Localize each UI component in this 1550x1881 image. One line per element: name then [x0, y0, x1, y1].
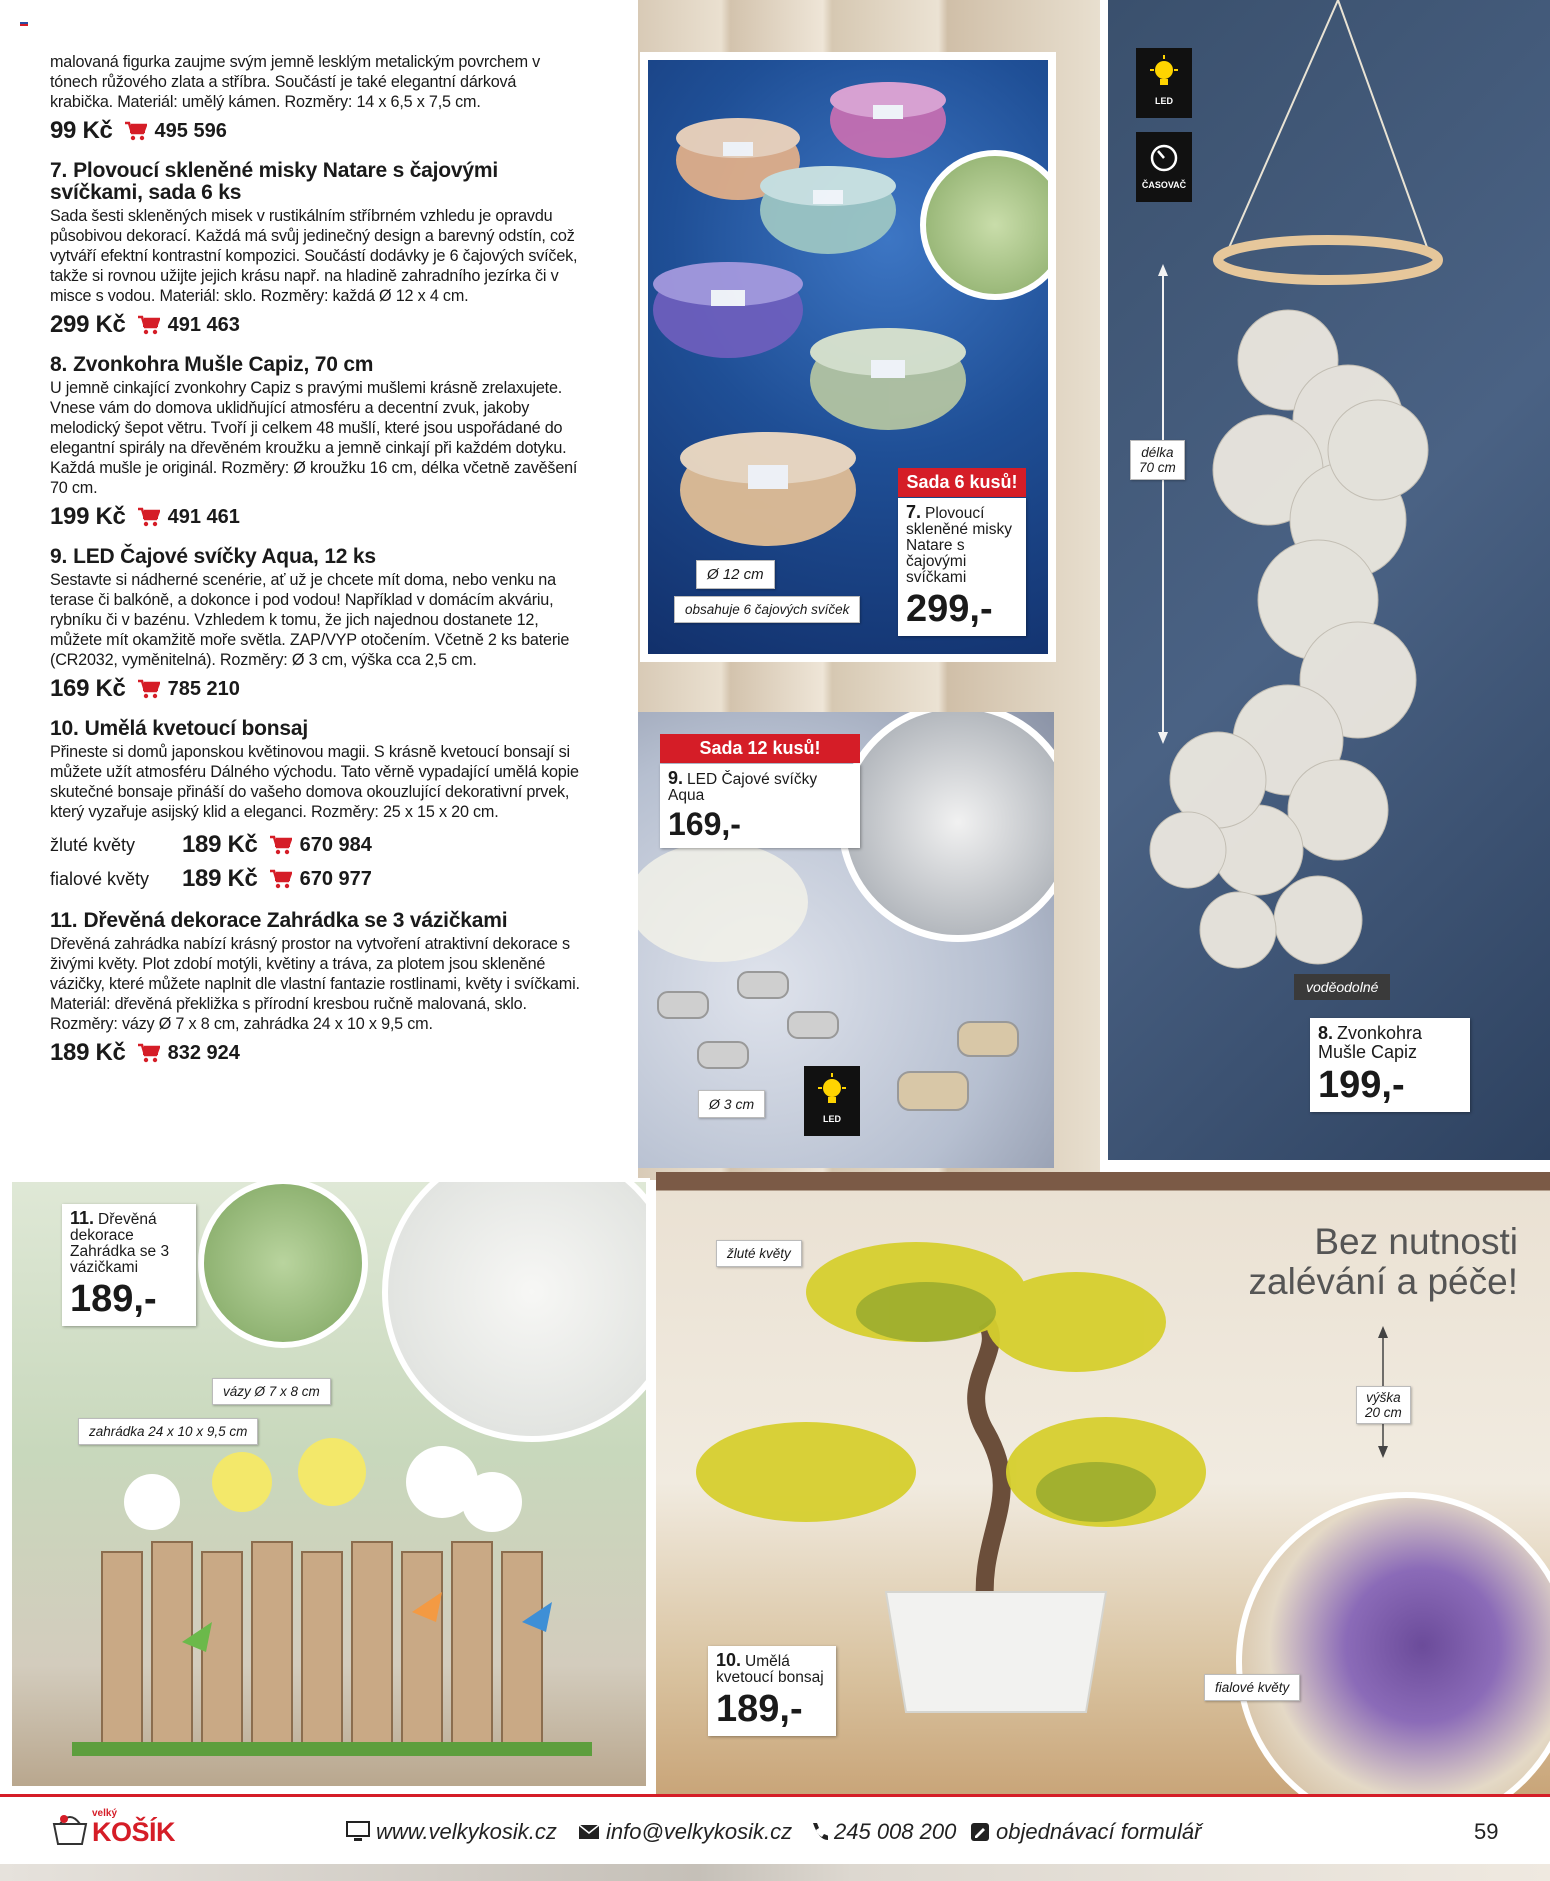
- candles-price-label: 9. LED Čajové svíčky Aqua 169,-: [660, 764, 860, 848]
- product-10-title: 10. Umělá kvetoucí bonsaj: [50, 717, 308, 740]
- flag-icon: [20, 20, 28, 26]
- vases-size-chip: vázy Ø 7 x 8 cm: [212, 1378, 331, 1405]
- product-11-code: 832 924: [167, 1041, 240, 1064]
- candles-set-tag: Sada 12 kusů!: [660, 734, 860, 763]
- yellow-flowers-chip: žluté květy: [716, 1240, 802, 1267]
- intro-price-row: [50, 116, 580, 146]
- violet-flowers-chip: fialové květy: [1204, 1674, 1300, 1701]
- cart-icon[interactable]: [270, 869, 292, 889]
- candles-photo: [638, 712, 1054, 1168]
- bowls-diameter-chip: Ø 12 cm: [696, 560, 775, 589]
- product-9-title: 9. LED Čajové svíčky Aqua, 12 ks: [50, 545, 376, 568]
- form-icon: [970, 1822, 990, 1842]
- phone-icon: [810, 1822, 828, 1842]
- product-7-price: 299 Kč: [50, 311, 126, 338]
- monitor-icon: [346, 1821, 370, 1843]
- chime-length-value: 70 cm: [1139, 460, 1176, 475]
- bowls-note-chip: obsahuje 6 čajových svíček: [674, 596, 860, 623]
- height-value: 20 cm: [1365, 1405, 1402, 1420]
- slogan-line-1: Bez nutnosti: [1314, 1221, 1518, 1262]
- intro-text: malovaná figurka zaujme svým jemně lesklým metalickým povrchem v tónech růžového zlata a stříbra. Součástí je také elegantní dárková krabička. Materiál: umělý kámen. Rozměry: 14 x 6,5 x 7,5 cm.: [50, 53, 541, 111]
- garden-label-name: Dřevěná dekorace Zahrádka se 3 vázičkami: [70, 1211, 170, 1276]
- chime-price-label: 8. Zvonkohra Mušle Capiz 199,-: [1310, 1018, 1470, 1112]
- bowls-photo: [640, 52, 1056, 662]
- product-11-title: 11. Dřevěná dekorace Zahrádka se 3 vázičkami: [50, 909, 508, 932]
- garden-size-chip: zahrádka 24 x 10 x 9,5 cm: [78, 1418, 258, 1445]
- bonsai-price-label: 10. Umělá kvetoucí bonsaj 189,-: [708, 1646, 836, 1736]
- chime-photo: [1102, 0, 1550, 1160]
- variant-price: 189 Kč: [182, 831, 258, 858]
- product-10: [50, 718, 580, 896]
- candles-diameter-chip: Ø 3 cm: [698, 1090, 765, 1118]
- product-11-desc: Dřevěná zahrádka nabízí krásný prostor na vytvoření atraktivní dekorace s živými květy. Plot zdobí motýli, květiny a tráva, za plotem jsou skleněné vázičky, které můžete naplnit dle vlastní fantazie rostlinami, květy i svíčkami. Materiál: dřevěná překližka s přírodní kresbou ručně malovaná, sklo. Rozměry: vázy Ø 7 x 8 cm, zahrádka 24 x 10 x 9,5 cm.: [50, 935, 580, 1033]
- height-chip: [1356, 1386, 1411, 1424]
- waterproof-chip: voděodolné: [1294, 974, 1390, 1000]
- bowls-label-name: Plovoucí skleněné misky Natare s čajovými svíčkami: [906, 505, 1012, 586]
- cart-icon[interactable]: [270, 835, 292, 855]
- phone-link[interactable]: 245 008 200: [810, 1819, 956, 1845]
- variant-price: 189 Kč: [182, 865, 258, 892]
- product-11-price: 189 Kč: [50, 1039, 126, 1066]
- product-8-code: 491 461: [167, 505, 240, 528]
- bonsai-label-price: 189,-: [716, 1688, 803, 1730]
- bowls-set-tag: Sada 6 kusů!: [898, 468, 1026, 497]
- candles-label-name: LED Čajové svíčky Aqua: [668, 771, 818, 804]
- product-7-title: 7. Plovoucí skleněné misky Natare s čajovými svíčkami, sada 6 ks: [50, 159, 498, 204]
- page-footer: [0, 1794, 1550, 1864]
- product-7-desc: Sada šesti skleněných misek v rustikálním stříbrném vzhledu je opravdu působivou dekorací. Každá má svůj jedinečný design a barevný odstín, což vytváří efektní kontrastní kompozici. Součástí dodávky je 6 čajových svíček, takže si rovnou užijte jejich krásu např. na hladině zahradního jezírka či v misce s vodou. Materiál: sklo. Rozměry: každá Ø 12 x 4 cm.: [50, 207, 578, 305]
- cart-icon[interactable]: [138, 679, 160, 699]
- bonsai-slogan: [1249, 1222, 1518, 1302]
- candles-label-price: 169,-: [668, 806, 741, 842]
- led-icon: LED: [1136, 48, 1192, 118]
- website-link[interactable]: www.velkykosik.cz: [346, 1819, 557, 1845]
- product-8-price: 199 Kč: [50, 503, 126, 530]
- variant-row: [50, 828, 580, 862]
- product-10-desc: Přineste si domů japonskou květinovou magii. S krásně kvetoucí bonsají si můžete užít atmosféru Dálného východu. Tato věrně vypadající umělá kopie skutečné bonsaje přináší do vašeho domova okouzlující dekorativní prvek, který vyzařuje asijský klid a eleganci. Rozměry: 25 x 15 x 20 cm.: [50, 743, 579, 821]
- product-8: [50, 354, 580, 532]
- cart-icon[interactable]: [138, 315, 160, 335]
- envelope-icon: [578, 1823, 600, 1841]
- brand-logo[interactable]: [50, 1809, 175, 1846]
- bottom-strip: [0, 1864, 1550, 1881]
- led-icon: LED: [804, 1066, 860, 1136]
- product-8-desc: U jemně cinkající zvonkohry Capiz s pravými mušlemi krásně zrelaxujete. Vnese vám do domova uklidňující atmosféru a decentní zvuk, jakoby melodický šepot větru. Tvoří ji celkem 48 mušlí, které jsou uspořádané do elegantní spirály na dřevěném kroužku a jemně cinkají při každém dotyku. Každá mušle je originál. Rozměry: Ø kroužku 16 cm, délka včetně zavěšení 70 cm.: [50, 379, 578, 497]
- product-9-code: 785 210: [167, 677, 240, 700]
- logo-big-text: KOŠÍK: [92, 1817, 176, 1847]
- bowls-label-price: 299,-: [906, 588, 993, 630]
- chime-label-name: Zvonkohra Mušle Capiz: [1318, 1023, 1423, 1062]
- variant-code: 670 984: [299, 833, 372, 856]
- garden-photo: [8, 1178, 650, 1790]
- intro-price: 99 Kč: [50, 117, 113, 144]
- basket-icon: [50, 1810, 90, 1846]
- product-9-desc: Sestavte si nádherné scenérie, ať už je chcete mít doma, nebo venku na terase či balkóně, a dokonce i pod vodou! Například v domácím akváriu, rybníku či v bazénu. Vzhledem k tomu, že jich najednou dostanete 12, můžete mít okamžitě moře světla. ZAP/VYP otočením. Včetně 2 ks baterie (CR2032, vyměnitelná). Rozměry: Ø 3 cm, výška cca 2,5 cm.: [50, 571, 570, 669]
- height-label: výška: [1366, 1390, 1401, 1405]
- variant-code: 670 977: [299, 867, 372, 890]
- product-7: [50, 160, 580, 340]
- garden-label-price: 189,-: [70, 1278, 157, 1320]
- garden-price-label: 11. Dřevěná dekorace Zahrádka se 3 vázičkami 189,-: [62, 1204, 196, 1326]
- product-11: [50, 910, 580, 1068]
- cart-icon[interactable]: [125, 121, 147, 141]
- product-7-code: 491 463: [167, 313, 240, 336]
- chime-length-chip: [1130, 440, 1185, 480]
- product-9: [50, 546, 580, 704]
- slogan-line-2: zalévání a péče!: [1248, 1261, 1518, 1302]
- fence-detail-circle: [198, 1178, 368, 1348]
- order-form-link[interactable]: objednávací formulář: [970, 1819, 1201, 1845]
- cart-icon[interactable]: [138, 1043, 160, 1063]
- chime-label-price: 199,-: [1318, 1064, 1405, 1106]
- product-text-column: [50, 52, 580, 1068]
- timer-icon: ČASOVAČ: [1136, 132, 1192, 202]
- page-number: 59: [1474, 1819, 1499, 1844]
- cart-icon[interactable]: [138, 507, 160, 527]
- logo-small-text: velký: [92, 1808, 118, 1819]
- email-link[interactable]: info@velkykosik.cz: [578, 1819, 792, 1845]
- bonsai-label-name: Umělá kvetoucí bonsaj: [716, 1653, 824, 1686]
- variant-row: [50, 862, 580, 896]
- bonsai-photo: [656, 1172, 1550, 1794]
- product-8-title: 8. Zvonkohra Mušle Capiz, 70 cm: [50, 353, 374, 376]
- variant-label: žluté květy: [50, 834, 136, 855]
- variant-label: fialové květy: [50, 868, 150, 889]
- bowls-price-label: 7. Plovoucí skleněné misky Natare s čajovými svíčkami 299,-: [898, 498, 1026, 636]
- product-9-price: 169 Kč: [50, 675, 126, 702]
- chime-length-label: délka: [1141, 445, 1174, 460]
- intro-order-code: 495 596: [154, 119, 227, 142]
